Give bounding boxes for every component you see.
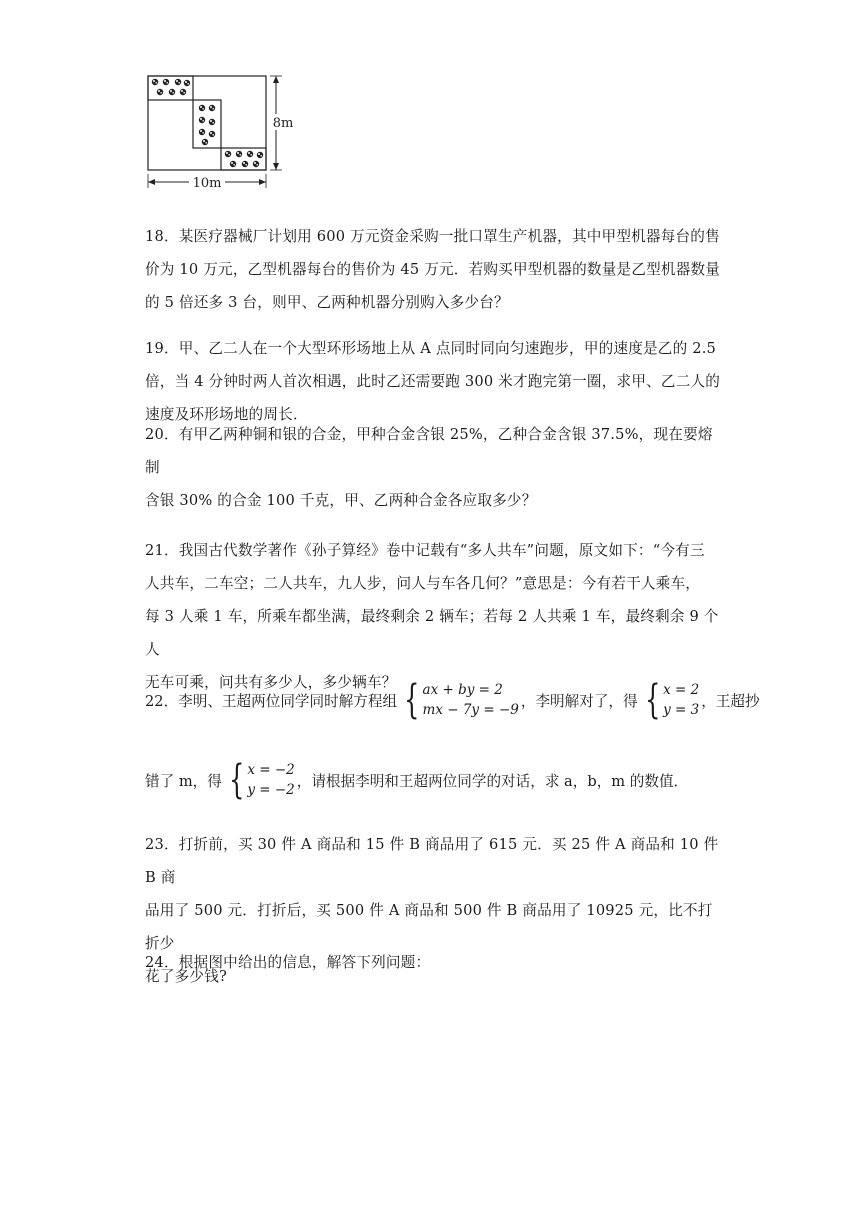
question-22-line2 — [145, 757, 735, 803]
q19-line2: 倍，当 4 分钟时两人首次相遇，此时乙还需要跑 300 米才跑完第一圈，求甲、乙二人的 — [145, 373, 721, 390]
shrubs-bottom-right — [225, 151, 263, 167]
question-24 — [145, 946, 725, 979]
q19-line1: 19．甲、乙二人在一个大型环形场地上从 A 点同时同向匀速跑步，甲的速度是乙的 2.5 — [145, 340, 717, 357]
q18-line1: 18．某医疗器械厂计划用 600 万元资金采购一批口罩生产机器，其中甲型机器每台的售 — [145, 228, 720, 245]
q22-tail: ，王超抄 — [701, 692, 760, 710]
solution-liming-x: x = 2 — [663, 682, 700, 698]
q21-line1: 21．我国古代数学著作《孙子算经》卷中记载有“多人共车”问题，原文如下：“今有三 — [145, 542, 705, 559]
solution-liming: { x = 2 y = 3 — [644, 677, 700, 723]
q23-line2: 品用了 500 元．打折后，买 500 件 A 商品和 500 件 B 商品用了 10925 元，比不打折少 — [145, 902, 713, 952]
garden-diagram — [140, 68, 300, 196]
question-21 — [145, 534, 725, 699]
q18-line3: 的 5 倍还多 3 台，则甲、乙两种机器分别购入多少台？ — [145, 294, 509, 311]
q23-line3: 花了多少钱? — [145, 968, 227, 985]
question-18 — [145, 220, 725, 319]
garden-figure — [140, 68, 300, 196]
q22-line2-start: 错了 m，得 — [145, 772, 222, 790]
solution-liming-y: y = 3 — [663, 702, 700, 718]
equation-2: mx − 7y = −9 — [422, 702, 519, 718]
q18-line2: 价为 10 万元，乙型机器每台的售价为 45 万元．若购买甲型机器的数量是乙型机器数量 — [145, 261, 721, 278]
solution-wangchao-y: y = −2 — [247, 782, 295, 798]
q23-line1: 23．打折前，买 30 件 A 商品和 15 件 B 商品用了 615 元．买 25 件 A 商品和 10 件 B 商 — [145, 836, 719, 886]
question-22-line1 — [145, 677, 760, 723]
q22-mid: ，李明解对了，得 — [520, 692, 638, 710]
question-20 — [145, 418, 725, 517]
solution-wangchao-x: x = −2 — [247, 762, 295, 778]
q21-line2: 人共车，二车空；二人共车，九人步，问人与车各几何？”意思是：今有若干人乘车， — [145, 575, 701, 592]
q22-line2-end: ，请根据李明和王超两位同学的对话，求 a，b，m 的数值． — [296, 772, 689, 790]
shrubs-middle — [199, 105, 215, 145]
width-label: 10m — [192, 176, 222, 191]
q22-intro: 22．李明、王超两位同学同时解方程组 — [145, 692, 398, 710]
q20-line1: 20．有甲乙两种铜和银的合金，甲种合金含银 25%，乙种合金含银 37.5%，现在要熔制 — [145, 426, 713, 476]
q20-line2: 含银 30% 的合金 100 千克，甲、乙两种合金各应取多少？ — [145, 492, 537, 509]
shrubs-top-left — [152, 79, 190, 95]
solution-wangchao: { x = −2 y = −2 — [228, 757, 295, 803]
height-label: 8m — [272, 116, 294, 131]
q19-line3: 速度及环形场地的周长． — [145, 406, 308, 423]
q24-line1: 24．根据图中给出的信息，解答下列问题： — [145, 954, 431, 971]
q21-line4: 无车可乘，问共有多少人，多少辆车？ — [145, 674, 397, 691]
equation-1: ax + by = 2 — [422, 682, 503, 698]
equation-system: { ax + by = 2 mx − 7y = −9 — [404, 677, 519, 723]
question-19 — [145, 332, 725, 431]
q21-line3: 每 3 人乘 1 车，所乘车都坐满，最终剩余 2 辆车；若每 2 人共乘 1 车，最终剩余 9 个人 — [145, 608, 719, 658]
